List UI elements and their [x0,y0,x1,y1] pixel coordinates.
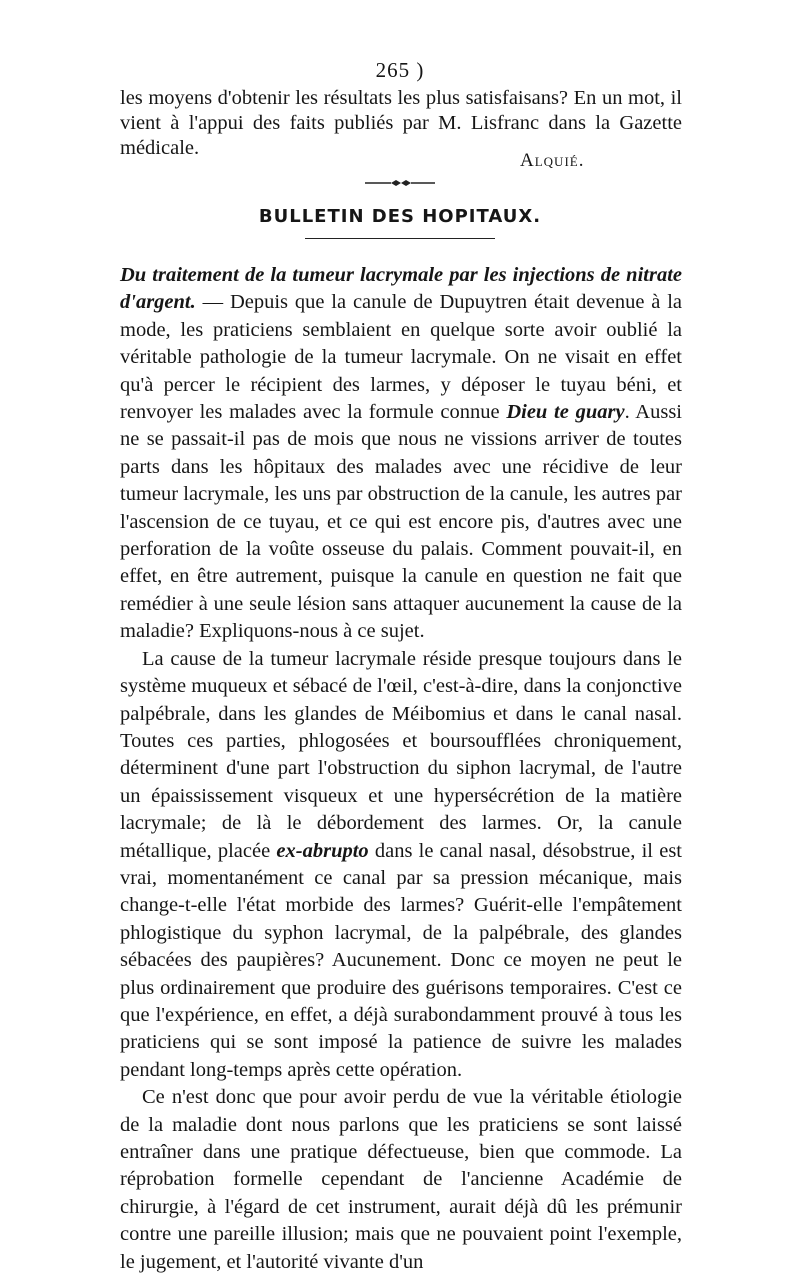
paragraph-2-phrase: ex-abrupto [276,839,369,862]
intro-paragraph [120,86,682,161]
intro-text: les moyens d'obtenir les résultats les plus satisfaisans? En un mot, il vient à l'appui des faits publiés par M. Lisfranc dans la Gazette médicale. [120,87,682,159]
ornament-divider [365,178,435,188]
paragraph-2-text-b: dans le canal nasal, désobstrue, il est vrai, momentanément ce canal par sa pression mécanique, mais change-t-elle l'état morbide des larmes? Guérit-elle l'empâtement phlogistique du syphon lacrymal, de la palpébrale, des glandes sébacées des paupières? Aucunement. Donc ce moyen ne peut le plus ordinairement que produire des guérisons temporaires. C'est ce que l'expérience, en effet, a déjà surabondamment prouvé à tous les praticiens qui se sont imposé la patience de suivre les malades pendant long-temps après cette opération. [120,839,682,1081]
article-title: Du traitement de la tumeur lacrymale par les injections de nitrate d'argent. [120,264,682,314]
paragraph-1-text-b: . Aussi ne se passait-il pas de mois que nous ne vissions arriver de toutes parts dans les hôpitaux des malades avec une récidive de leur tumeur lacrymale, les uns par obstruction de la canule, les autres par l'ascension de ce tuyau, et ce qui est encore pis, d'autres avec une perforation de la voûte osseuse du palais. Comment pouvait-il, en effet, en être autrement, puisque la canule en question ne fait que remédier à une seule lésion sans attaquer aucunement la cause de la maladie? Expliquons-nous à ce sujet. [120,401,682,643]
paragraph-3 [120,1084,682,1276]
paragraph-2 [120,646,682,1085]
author-signature: Alquié. [520,150,585,171]
paragraph-2-text-a: La cause de la tumeur lacrymale réside presque toujours dans le système muqueux et sébacé de l'œil, c'est-à-dire, dans la conjonctive palpébrale, dans les glandes de Méibomius et dans le canal nasal. Toutes ces parties, phlogosées et boursoufflées chroniquement, déterminent d'une part l'obstruction du siphon lacrymal, de l'autre un épaississement visqueux et une hypersécrétion de la matière lacrymale; de là le débordement des larmes. Or, la canule métallique, placée [120,647,682,862]
heading-rule [305,238,495,239]
article-body [120,262,682,1276]
paragraph-1-text-a: — Depuis que la canule de Dupuytren était devenue à la mode, les praticiens semblaient en quelque sorte avoir oublié la véritable pathologie de la tumeur lacrymale. On ne visait en effet qu'à percer le récipient des larmes, y déposer le tuyau béni, et renvoyer les malades avec la formule connue [120,291,682,424]
page-number: 265 ) [375,58,425,82]
paragraph-1 [120,262,682,646]
section-heading: BULLETIN DES HOPITAUX. [258,206,542,227]
paragraph-1-phrase: Dieu te guary [506,401,625,424]
paragraph-3-text: Ce n'est donc que pour avoir perdu de vue la véritable étiologie de la maladie dont nous parlons que les praticiens se sont laissé entraîner dans une pratique défectueuse, bien que commode. La réprobation formelle cependant de l'ancienne Académie de chirurgie, à l'égard de cet instrument, aurait déjà dû les prémunir contre une pareille illusion; mais que ne pouvaient point l'exemple, le jugement, et l'autorité vivante d'un [120,1086,682,1273]
